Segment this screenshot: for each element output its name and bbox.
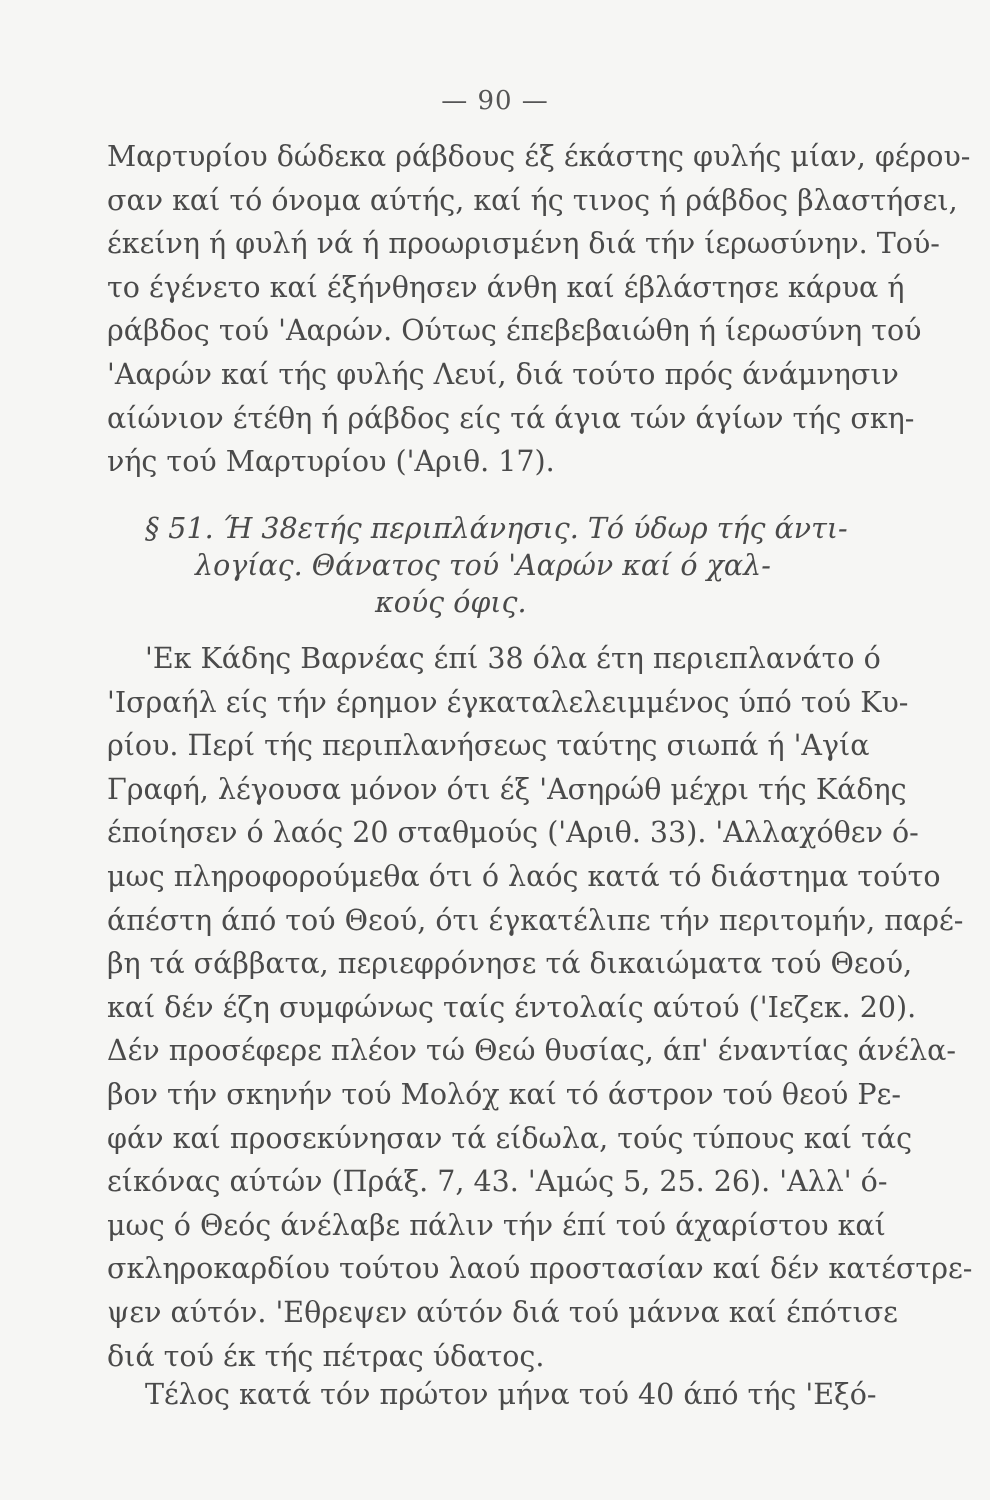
text-line: Μαρτυρίου δώδεκα ράβδους έξ έκάστης φυλής μίαν, φέρου- [107,140,971,173]
text-line: σκληροκαρδίου τούτου λαού προστασίαν καί δέν κατέστρε- [107,1252,973,1286]
text-line: είκόνας αύτών (Πράξ. 7, 43. 'Αμώς 5, 25. 26). 'Αλλ' ό- [107,1165,888,1199]
text-line: μως ό Θεός άνέλαβε πάλιν τήν έπί τού άχαρίστου καί [107,1208,886,1242]
paragraph-aaron-rod [107,135,971,484]
heading-line: κούς όφις. [375,586,527,619]
text-line: 'Εκ Κάδης Βαρνέας έπί 38 όλα έτη περιεπλανάτο ό [145,642,881,675]
text-line: φάν καί προσεκύνησαν τά είδωλα, τούς τύπους καί τάς [107,1121,913,1155]
text-line: βον τήν σκηνήν τού Μολόχ καί τό άστρον τού θεού Ρε- [107,1077,901,1111]
text-line: 'Ισραήλ είς τήν έρημον έγκαταλελειμμένος ύπό τού Κυ- [107,685,909,719]
text-line: 'Ααρών καί τής φυλής Λευί, διά τούτο πρός άνάμνησιν [107,357,899,391]
text-line: Γραφή, λέγουσα μόνον ότι έξ 'Ασηρώθ μέχρι τής Κάδης [107,772,907,806]
text-line: αίώνιον έτέθη ή ράβδος είς τά άγια τών άγίων τής σκη- [107,401,915,435]
text-line: μως πληροφορούμεθα ότι ό λαός κατά τό διάστημα τούτο [107,859,941,893]
text-line: έκείνη ή φυλή νά ή προωρισμένη διά τήν ίερωσύνην. Τού- [107,227,940,261]
heading-line: λογίας. Θάνατος τού 'Ααρών καί ό χαλ- [195,549,771,582]
text-line: άπέστη άπό τού Θεού, ότι έγκατέλιπε τήν περιτομήν, παρέ- [107,903,964,937]
text-line: σαν καί τό όνομα αύτής, καί ής τινος ή ράβδος βλαστήσει, [107,183,958,217]
text-line: διά τού έκ τής πέτρας ύδατος. [107,1339,545,1373]
text-line: καί δέν έζη συμφώνως ταίς έντολαίς αύτού ('Ιεζεκ. 20). [107,990,917,1024]
text-line: το έγένετο καί έξήνθησεν άνθη καί έβλάστησε κάρυα ή [107,270,905,304]
text-line: ρίου. Περί τής περιπλανήσεως ταύτης σιωπά ή 'Αγία [107,729,870,763]
heading-line: § 51. Ή 38ετής περιπλάνησις. Τό ύδωρ τής άντι- [145,512,848,545]
page-number: — 90 — [441,86,549,116]
section-heading [107,510,847,621]
paragraph-end-wandering [107,1373,877,1417]
text-line: έποίησεν ό λαός 20 σταθμούς ('Αριθ. 33). 'Αλλαχόθεν ό- [107,816,919,850]
paragraph-wandering [107,637,973,1378]
text-line: Δέν προσέφερε πλέον τώ Θεώ θυσίας, άπ' έναντίας άνέλα- [107,1034,956,1068]
text-line: ράβδος τού 'Ααρών. Ούτως έπεβεβαιώθη ή ίερωσύνη τού [107,314,922,348]
text-line: νής τού Μαρτυρίου ('Αριθ. 17). [107,445,555,479]
text-line: Τέλος κατά τόν πρώτον μήνα τού 40 άπό τής 'Εξό- [145,1378,877,1411]
text-line: ψεν αύτόν. 'Εθρεψεν αύτόν διά τού μάννα καί έπότισε [107,1295,898,1329]
text-line: βη τά σάββατα, περιεφρόνησε τά δικαιώματα τού Θεού, [107,947,913,981]
